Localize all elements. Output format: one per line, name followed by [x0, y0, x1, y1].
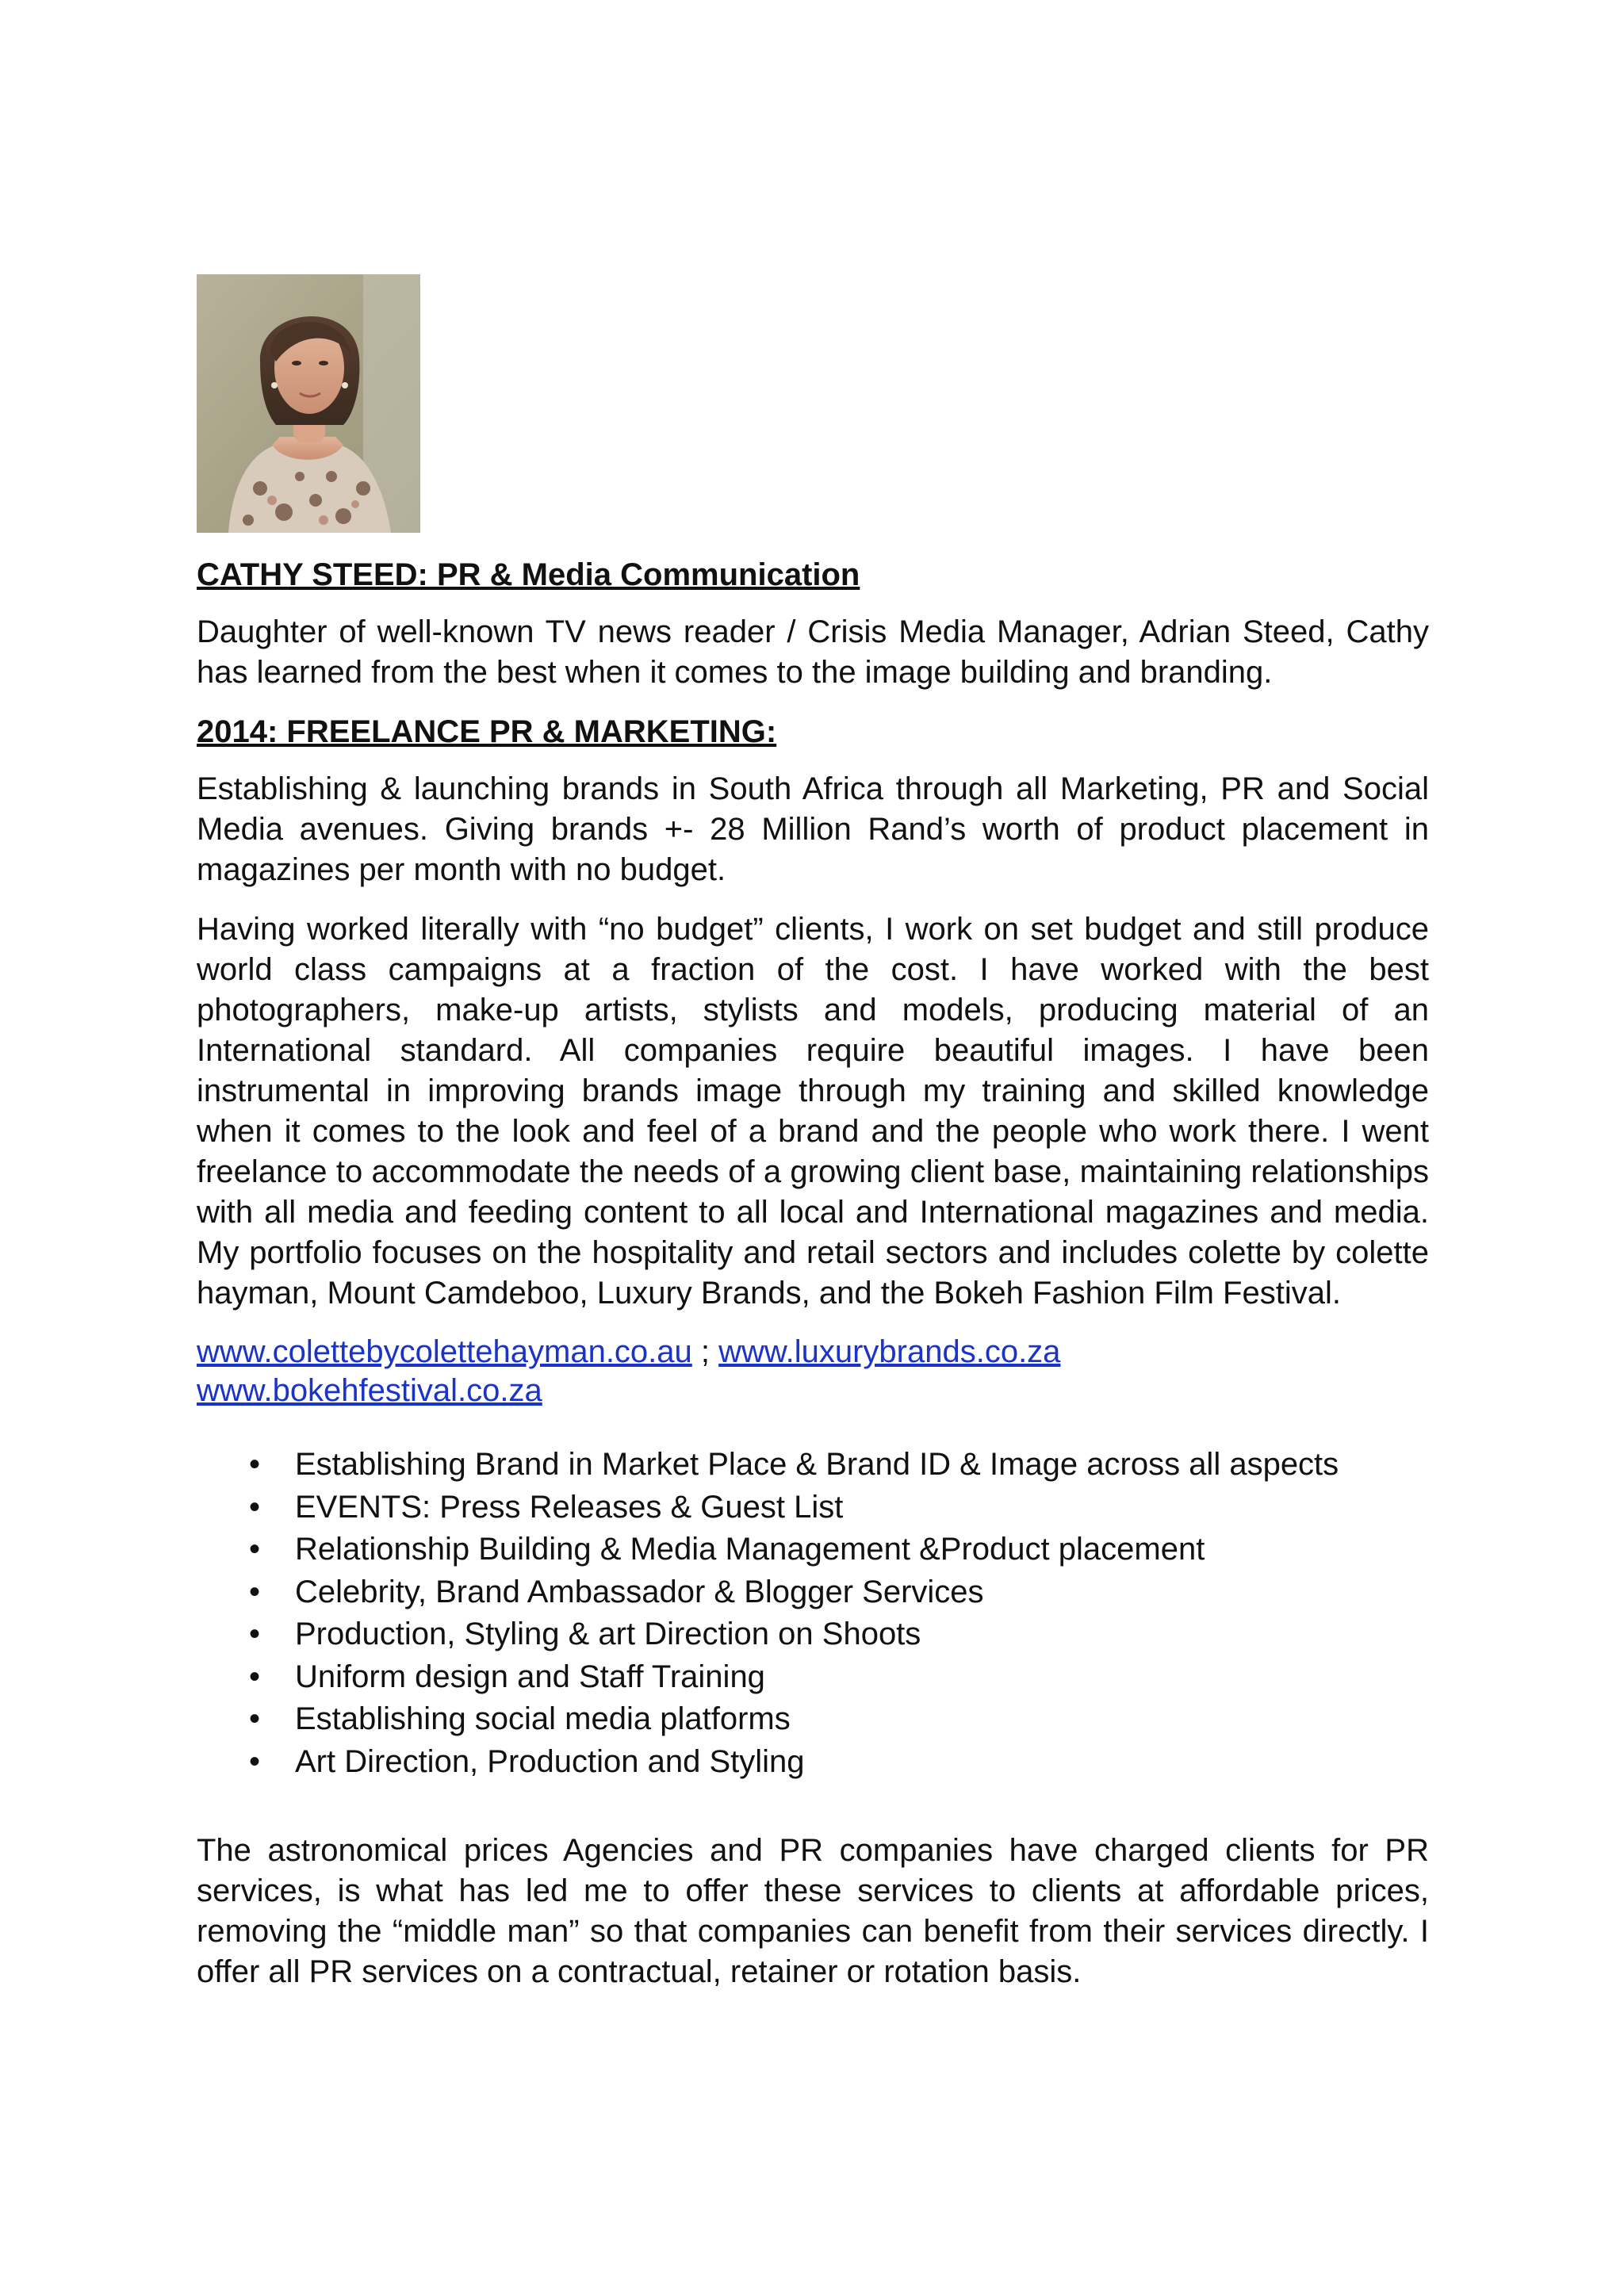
bullet-icon: •: [249, 1574, 261, 1609]
link-luxurybrands[interactable]: www.luxurybrands.co.za: [718, 1334, 1061, 1369]
paragraph-experience: Having worked literally with “no budget” clients, I work on set budget and still produce world class campaigns at a fraction of the cost. I have worked with the best photographers, make-up artists, stylists and models, producing material of an International standard. All companies require beautiful images. I have been instrumental in improving brands image through my training and skilled knowledge when it comes to the look and feel of a brand and the people who work there. I went freelance to accommodate the needs of a growing client base, maintaining relationships with all media and feeding content to all local and International magazines and media. My portfolio focuses on the hospitality and retail sectors and includes colette by colette hayman, Mount Camdeboo, Luxury Brands, and the Bokeh Fashion Film Festival.: [197, 912, 1429, 1311]
bullet-icon: •: [249, 1659, 261, 1694]
portrait-photo: [197, 274, 420, 533]
list-item: • Establishing social media platforms: [197, 1698, 1429, 1741]
list-item: • Uniform design and Staff Training: [197, 1656, 1429, 1699]
bullet-icon: •: [249, 1489, 261, 1525]
list-item: • EVENTS: Press Releases & Guest List: [197, 1487, 1429, 1529]
link-separator: ;: [691, 1334, 719, 1369]
list-item: • Celebrity, Brand Ambassador & Blogger Services: [197, 1571, 1429, 1614]
closing-paragraph: The astronomical prices Agencies and PR companies have charged clients for PR services, is what has led me to offer these services to clients at affordable prices, removing the “middle man” so that companies can benefit from their services directly. I offer all PR services on a contractual, retainer or rotation basis.: [197, 1833, 1429, 1989]
link-colette[interactable]: www.colettebycolettehayman.co.au: [197, 1334, 692, 1369]
page-title: CATHY STEED: PR & Media Communication: [197, 557, 860, 592]
bullet-icon: •: [249, 1447, 261, 1482]
list-item: • Establishing Brand in Market Place & Brand ID & Image across all aspects: [197, 1444, 1429, 1487]
bullet-icon: •: [249, 1532, 261, 1567]
list-item: • Relationship Building & Media Management &Product placement: [197, 1529, 1429, 1571]
bullet-icon: •: [249, 1617, 261, 1651]
bullet-icon: •: [249, 1743, 261, 1779]
list-item: • Art Direction, Production and Styling: [197, 1741, 1429, 1784]
website-links: [197, 1333, 1429, 1410]
document-page: [197, 274, 1429, 2011]
link-bokehfestival[interactable]: www.bokehfestival.co.za: [197, 1373, 542, 1408]
list-item: • Production, Styling & art Direction on Shoots: [197, 1613, 1429, 1656]
bullet-icon: •: [249, 1701, 261, 1736]
intro-paragraph: Daughter of well-known TV news reader / Crisis Media Manager, Adrian Steed, Cathy has learned from the best when it comes to the image building and branding.: [197, 614, 1429, 690]
services-list: [197, 1444, 1429, 1783]
paragraph-brands: Establishing & launching brands in South Africa through all Marketing, PR and Social Media avenues. Giving brands +- 28 Million Rand’s worth of product placement in magazines per month with no budget.: [197, 771, 1429, 887]
section-heading-2014: 2014: FREELANCE PR & MARKETING:: [197, 714, 777, 749]
